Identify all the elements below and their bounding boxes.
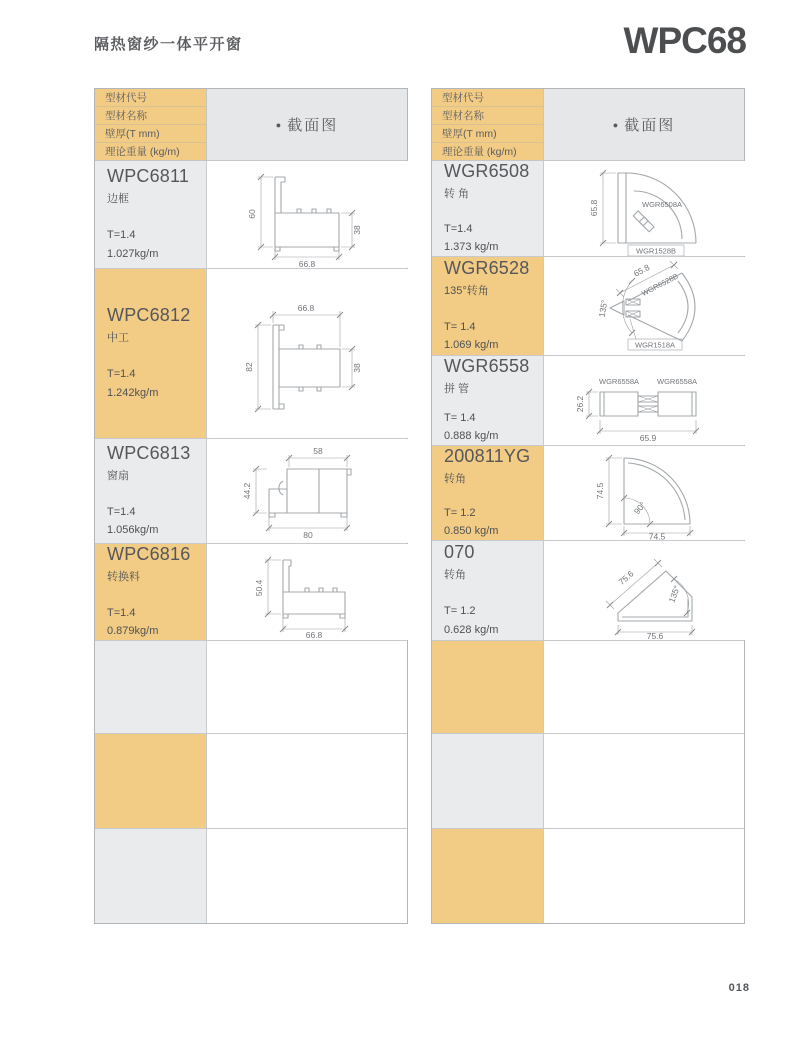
section-drawing [544,641,744,733]
profile-thickness: T=1.4 [107,505,136,518]
section-drawing [207,269,408,438]
svg-text:65.9: 65.9 [639,433,657,443]
svg-text:75.6: 75.6 [616,568,636,587]
profile-code: WPC6811 [107,166,190,187]
profile-info-cell [432,734,544,828]
table-row [432,161,744,257]
profile-info-cell [95,161,207,268]
table-row [432,446,744,541]
profile-name: 中工 [107,332,129,345]
section-header-label: 截面图 [624,117,676,134]
profile-weight: 0.850 kg/m [444,524,499,537]
profile-name: 边框 [107,193,129,206]
profile-drawing-wpc6811 [207,161,408,268]
profile-drawing-wgr6558 [544,356,745,445]
svg-text:135°: 135° [666,583,682,604]
profile-code: WGR6508 [444,161,530,181]
profile-thickness: T= 1.2 [444,605,476,618]
profile-drawing-wpc6812 [207,269,408,438]
svg-text:38: 38 [352,363,362,373]
section-drawing [207,734,407,828]
svg-text:66.8: 66.8 [305,630,323,640]
section-drawing [544,829,744,923]
table-row [432,541,744,641]
profile-name: 转角 [444,569,466,582]
page-number: 018 [728,982,750,994]
header-profile-name: 型材名称 [95,107,206,125]
profile-code: WGR6528 [444,257,530,278]
profile-info-cell [432,446,544,540]
table-row [95,161,407,269]
profile-drawing-wpc6816 [207,544,408,640]
svg-text:WGR6508A: WGR6508A [641,200,683,209]
table-row-empty [95,829,407,923]
profile-thickness: T=1.4 [107,229,136,242]
profile-info-cell [95,439,207,543]
section-header-label: 截面图 [287,117,339,134]
svg-text:WGR6558A: WGR6558A [598,377,640,386]
header-profile-code: 型材代号 [432,89,543,107]
bullet-icon: ● [612,119,619,130]
section-drawing [207,161,408,268]
profile-code: WPC6813 [107,442,191,463]
section-drawing [207,829,407,923]
profile-drawing-wpc6813 [207,439,408,543]
header-wall-thickness: 壁厚(T mm) [95,125,206,143]
table-row-empty [432,641,744,734]
header-profile-code: 型材代号 [95,89,206,107]
profile-info-cell [95,734,207,828]
profile-weight: 0.628 kg/m [444,623,499,636]
section-drawing [544,257,745,355]
profile-info-cell [95,829,207,923]
section-drawing [544,356,745,445]
profile-code: WPC6812 [107,305,191,326]
profile-info-cell [432,356,544,445]
profile-drawing-070 [544,541,745,640]
svg-text:90°: 90° [631,499,648,517]
profile-code: WGR6558 [444,356,530,376]
svg-text:WGR1528B: WGR1528B [635,246,677,256]
profile-code: 200811YG [444,446,531,466]
svg-text:82: 82 [244,362,254,372]
section-drawing-header [544,89,744,160]
profile-info-cell [95,544,207,640]
profile-info-cell [432,257,544,355]
header-theoretical-weight: 理论重量 (kg/m) [432,143,543,160]
svg-text:135°: 135° [596,298,610,319]
table-row [95,269,407,439]
svg-text:58: 58 [313,446,323,456]
profile-weight: 1.069 kg/m [444,339,499,351]
svg-text:75.6: 75.6 [646,631,664,640]
profile-info-cell [432,829,544,923]
svg-text:65.8: 65.8 [631,262,652,279]
table-header [95,89,407,161]
profile-thickness: T=1.4 [107,368,136,381]
svg-text:38: 38 [352,225,362,235]
profile-name: 转角 [444,473,466,485]
page-title: 隔热窗纱一体平开窗 [94,36,243,53]
profile-weight: 0.888 kg/m [444,429,499,442]
profile-thickness: T=1.4 [444,222,473,235]
table-row-empty [95,641,407,734]
svg-text:44.2: 44.2 [242,482,252,500]
header-profile-name: 型材名称 [432,107,543,125]
svg-text:26.2: 26.2 [575,395,585,413]
profile-weight: 1.027kg/m [107,247,159,260]
profile-weight: 0.879kg/m [107,624,159,637]
profile-weight: 1.056kg/m [107,524,159,536]
profile-drawing-wgr6528 [544,257,745,355]
svg-text:WGR1518A: WGR1518A [634,340,676,350]
table-row [432,356,744,446]
profile-weight: 1.242kg/m [107,386,159,399]
svg-text:WGR6528B: WGR6528B [640,271,680,299]
left-profile-table [94,88,408,924]
svg-text:60: 60 [247,209,257,219]
table-row [95,544,407,641]
series-code: WPC68 [623,20,746,61]
profile-thickness: T= 1.4 [444,411,476,424]
section-drawing [544,446,745,540]
profile-thickness: T= 1.2 [444,506,476,519]
svg-text:74.5: 74.5 [595,482,605,500]
profile-thickness: T= 1.4 [444,320,476,333]
svg-text:66.8: 66.8 [297,303,315,313]
svg-text:50.4: 50.4 [254,579,264,597]
section-drawing [207,439,408,543]
section-drawing [544,161,745,256]
profile-name: 转 角 [444,188,470,200]
table-row [95,439,407,544]
header-wall-thickness: 壁厚(T mm) [432,125,543,143]
svg-text:80: 80 [303,530,313,540]
profile-info-cell [95,641,207,733]
table-row-empty [95,734,407,829]
section-drawing [207,641,407,733]
table-header [432,89,744,161]
header-label-column [95,89,207,160]
bullet-icon: ● [275,119,282,130]
svg-text:66.8: 66.8 [298,259,316,268]
profile-info-cell [432,641,544,733]
section-drawing [544,734,744,828]
table-row-empty [432,829,744,923]
table-row-empty [432,734,744,829]
profile-name: 135°转角 [444,284,489,297]
profile-drawing-200811yg [544,446,745,540]
section-drawing [207,544,408,640]
profile-weight: 1.373 kg/m [444,240,499,253]
svg-text:WGR6558A: WGR6558A [656,377,698,386]
profile-code: WPC6816 [107,544,191,564]
profile-info-cell [432,161,544,256]
svg-text:74.5: 74.5 [648,531,666,540]
profile-code: 070 [444,542,475,563]
profile-thickness: T=1.4 [107,606,136,619]
profile-info-cell [432,541,544,640]
profile-name: 窗扇 [107,469,129,482]
header-label-column [432,89,544,160]
profile-info-cell [95,269,207,438]
section-drawing [544,541,745,640]
right-profile-table [431,88,745,924]
svg-text:65.8: 65.8 [589,199,599,217]
profile-name: 拼 管 [444,383,470,395]
table-row [432,257,744,356]
profile-drawing-wgr6508 [544,161,745,256]
section-drawing-header [207,89,407,160]
header-theoretical-weight: 理论重量 (kg/m) [95,143,206,160]
profile-name: 转换料 [107,571,140,583]
